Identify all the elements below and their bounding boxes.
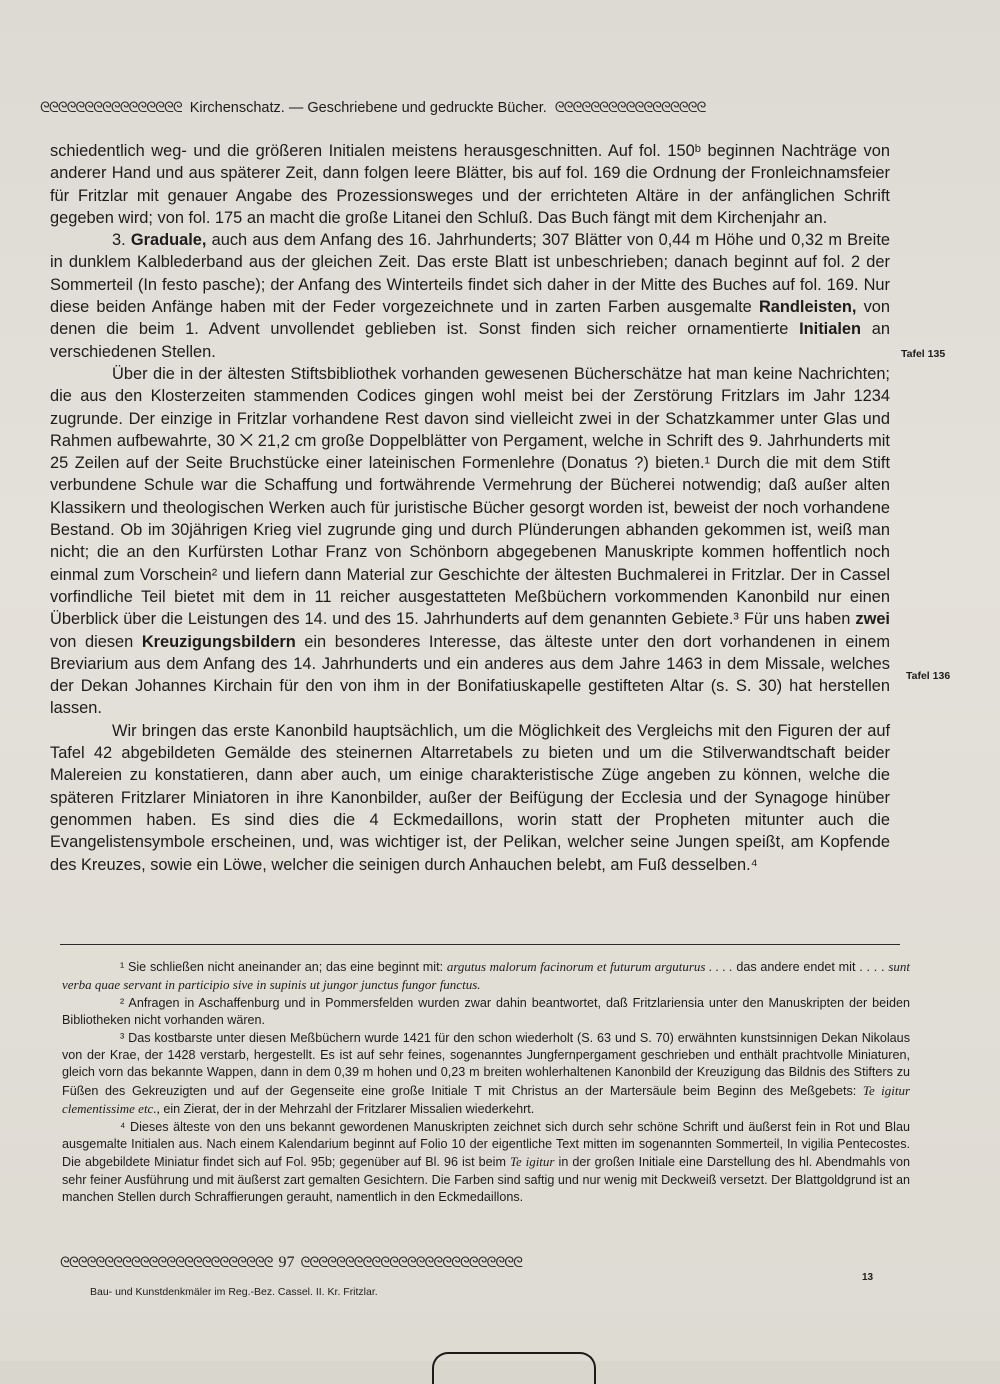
footnote-3	[62, 1030, 910, 1119]
item-number: 3.	[112, 231, 126, 250]
text-run: von denen die beim 1. Advent unvollendet geblieben ist. Sonst finden sich reicher ornamentierte	[50, 298, 890, 339]
latin-quote: Te igitur clementissime etc.,	[62, 1082, 910, 1117]
footnote-1	[62, 958, 910, 995]
paragraph-kanonbild: Wir bringen das erste Kanonbild hauptsächlich, um die Möglichkeit des Vergleichs mit den Figuren der auf Tafel 42 abgebildeten Gemälde des steinernen Altarretabels zu bieten und um die Stilverwandtschaft beider Malereien zu konstatieren, dann aber auch, um einige charakteristische Züge angeben zu können, welche die späteren Fritzlarer Miniatoren in ihre Kanonbilder, außer der Beifügung der Ecclesia und der Synagoge hinüber genommen haben. Es sind dies die 4 Eckmedaillons, worin statt der Propheten mitunter auch die Evangelistensymbole erscheinen, und, was wichtiger ist, der Pelikan, welcher seine Jungen speißt, am Kopfende des Kreuzes, sowie ein Löwe, welcher die seinigen durch Anhauchen belebt, am Fuß desselben.⁴	[50, 721, 890, 874]
footnote-4	[62, 1119, 910, 1207]
text-run: ein Zierat, der in der Mehrzahl der Fritzlarer Missalien wiederkehrt.	[159, 1102, 535, 1117]
footnote-2: ² Anfragen in Aschaffenburg und in Pommersfelden wurden zwar dahin beantwortet, daß Fritzlariensia unter den Manuskripten der beiden Bibliotheken nicht vorhanden wären.	[62, 995, 910, 1028]
running-header-title: Kirchenschatz. — Geschriebene und gedruckte Bücher.	[189, 100, 547, 116]
text-run: ein besonderes Interesse, das älteste unter den dort vorhandenen in einem Breviarium aus dem Anfang des 14. Jahrhunderts und ein anderes aus dem Jahre 1463 in dem Missale, welches der Dekan Johannes Kirchain für den von ihm in der Bonifatiuskapelle gestifteten Altar (s. S. 30) hat herstellen lassen.	[50, 632, 891, 718]
margin-note-tafel-135: Tafel 135	[901, 348, 946, 360]
margin-note-tafel-136: Tafel 136	[906, 670, 951, 682]
latin-quote: argutus malorum facinorum et futurum arguturus . . . .	[446, 959, 733, 974]
term-zwei: zwei	[855, 610, 890, 629]
text-run: Über die in der ältesten Stiftsbibliothek vorhanden gewesenen Bücherschätze hat man keine Nachrichten; die aus den Klosterzeiten stammenden Codices gingen wohl meist bei der Zerstörung Fritzlars im Jahr 1234 zugrunde. Der einzige in Fritzlar vorhandene Rest davon sind vielleicht zwei in der Schatzkammer unter Glas und Rahmen aufbewahrte, 30 ⨉ 21,2 cm große Doppelblätter von Pergament, welche in Schrift des 9. Jahrhunderts mit 25 Zeilen auf der Seite Bruchstücke einer lateinischen Formenlehre (Donatus ?) bieten.¹ Durch die mit dem Stift verbundene Schule war die Schaffung und fortwährende Vermehrung der Bücherei notwendig; daß außer alten Klassikern und theologischen Werken auch für juristische Bücher gesorgt worden ist, beweist der noch vorhandene Bestand. Ob im 30jährigen Krieg viel zugrunde ging und durch Plünderungen abhanden gekommen ist, weiß man nicht; die an den Kurfürsten Lothar Franz von Schönborn abgegebenen Manuskripte kommen hoffentlich noch einmal zum Vorschein² und liefern dann Material zur Geschichte der ältesten Buchmalerei in Fritzlar. Der in Cassel vorfindliche Teil bietet mit dem in 11 reicher ausgestatteten Meßbüchern vorkommenden Kanonbild nur einen Überblick über die Leistungen des 14. und des 15. Jahrhunderts auf dem genannten Gebiete.³ Für uns haben	[50, 364, 890, 629]
binder-clip	[432, 1352, 596, 1384]
footnotes	[62, 958, 910, 1207]
term-kreuzigungsbildern: Kreuzigungsbildern	[141, 632, 296, 651]
footer-ornament-left: ᘓᘓᘓᘓᘓᘓᘓᘓᘓᘓᘓᘓᘓᘓᘓᘓᘓᘓᘓᘓᘓᘓᘓᘓ	[60, 1255, 273, 1272]
text-run: an verschiedenen Stellen.	[50, 320, 890, 361]
text-run: auch aus dem Anfang des 16. Jahrhunderts; 307 Blätter von 0,44 m Höhe und 0,32 m Breite in dunklem Kalblederband aus der gleichen Zeit. Das erste Blatt ist unbeschrieben; danach beginnt auf fol. 2 der Sommerteil (In festo pasche); der Anfang des Winterteils findet sich daher in der Mitte des Buches auf fol. 169. Nur diese beiden Anfänge haben mit der Feder vorgezeichnete und in zarten Farben ausgemalte	[50, 231, 890, 317]
text-run: ⁴ Dieses älteste von den uns bekannt gewordenen Manuskripten zeichnet sich durch sehr schöne Schrift und äußerst fein in Rot und Blau ausgemalte Initialen aus. Nach einem Kalendarium beginnt auf Folio 10 der eigentliche Text mitten im sogenannten Sommerteil, In vigilia Pentecostes. Die abgebildete Miniatur findet sich auf Fol. 95b; gegenüber auf Bl. 96 ist beim	[62, 1119, 910, 1170]
latin-quote: Te igitur	[509, 1154, 555, 1170]
term-randleisten: Randleisten,	[758, 298, 857, 317]
header-ornament-right: ᘓᘓᘓᘓᘓᘓᘓᘓᘓᘓᘓᘓᘓᘓᘓᘓᘓ	[554, 100, 706, 117]
term-initialen: Initialen	[799, 320, 862, 339]
text-run: das andere endet mit . . . .	[732, 960, 889, 974]
page-number: 97	[278, 1254, 295, 1271]
text-run: ³ Das kostbarste unter diesen Meßbüchern wurde 1421 für den schon wiederholt (S. 63 und S. 70) erwähnten kunstsinnigen Dekan Nikolaus von der Krae, der 1428 verstarb, hergestellt. Es ist auf sehr feines, sogenanntes Jungfernpergament geschrieben und enthält prachtvolle Miniaturen, gleich vorn das bekannte Wappen, dann in dem 0,39 m hohen und 0,23 m breiten wohlerhaltenen Kanonbild der Kreuzigung das Bildnis des Stifters zu Füßen des Gekreuzigten und auf der Gegenseite eine große Initiale T mit Christus an der Martersäule beim Beginn des Meßgebets:	[62, 1030, 910, 1098]
header-ornament-left: ᘓᘓᘓᘓᘓᘓᘓᘓᘓᘓᘓᘓᘓᘓᘓᘓ	[40, 100, 182, 117]
text-run: von diesen	[50, 632, 142, 651]
running-header	[40, 100, 890, 116]
latin-quote: sunt verba quae servant in participio sive in supinis ut jungor junctus fungor functus.	[62, 959, 910, 993]
footer-ornament-right: ᘓᘓᘓᘓᘓᘓᘓᘓᘓᘓᘓᘓᘓᘓᘓᘓᘓᘓᘓᘓᘓᘓᘓᘓᘓ	[300, 1255, 522, 1272]
signature-mark: 13	[862, 1272, 874, 1283]
main-text	[50, 140, 890, 876]
paragraph-graduale	[50, 229, 890, 363]
footer-ornament-band	[60, 1254, 910, 1272]
imprint-line: Bau- und Kunstdenkmäler im Reg.-Bez. Cassel. II. Kr. Fritzlar.	[90, 1286, 378, 1298]
paragraph-library	[50, 363, 890, 720]
text-run: in der großen Initiale eine Darstellung des hl. Abendmahls von sehr feiner Ausführung und mit äußerst zart gemalten Gesichtern. Die Farben sind saftig und nur wenig mit Deckweiß versetzt. Der Blattgoldgrund ist an manchen Stellen durch Schraffierungen gerauht, namentlich in den Eckmedaillons.	[62, 1155, 910, 1205]
paragraph-continuation: schiedentlich weg- und die größeren Initialen meistens herausgeschnitten. Auf fol. 150ᵇ beginnen Nachträge von anderer Hand und aus späterer Zeit, dann folgen leere Blätter, bis auf fol. 169 die Ordnung der Fronleichnamsfeier für Fritzlar mit genauer Angabe des Prozessionsweges und der errichteten Altäre in der anfänglichen Schrift gegeben wird; von fol. 175 an macht die große Litanei den Schluß. Das Buch fängt mit dem Kirchenjahr an.	[50, 142, 890, 227]
heading-graduale: Graduale,	[130, 231, 207, 250]
footnote-divider	[60, 944, 900, 945]
text-run: ¹ Sie schließen nicht aneinander an; das eine beginnt mit:	[120, 960, 447, 974]
